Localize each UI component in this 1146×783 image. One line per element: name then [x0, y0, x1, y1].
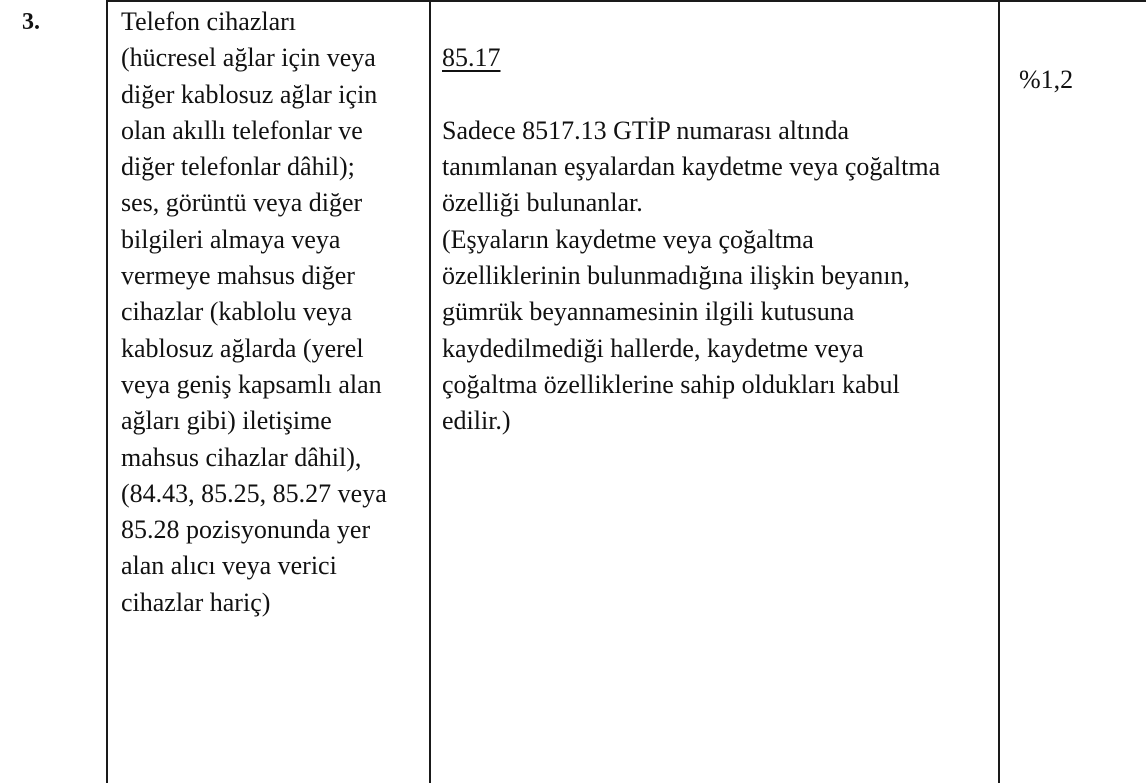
column-divider-3 — [998, 0, 1000, 783]
row-number: 3. — [22, 9, 40, 35]
column-divider-2 — [429, 0, 431, 783]
rate-cell: %1,2 — [1019, 65, 1074, 94]
column-divider-1 — [106, 0, 108, 783]
goods-description-cell: Telefon cihazları (hücresel ağlar için veya diğer kablosuz ağlar için olan akıllı telefonlar ve diğer telefonlar dâhil); ses, görüntü veya diğer bilgileri almaya veya vermeye mahsus diğer cihazlar (kablolu veya kablosuz ağlarda (yerel veya geniş kapsamlı alan ağları gibi) iletişime mahsus cihazlar dâhil), (84.43, 85.25, 85.27 veya 85.28 pozisyonunda yer alan alıcı veya verici cihazlar hariç) — [121, 7, 387, 617]
tariff-code-conditions: Sadece 8517.13 GTİP numarası altında tanımlanan eşyalardan kaydetme veya çoğaltma özelliği bulunanlar. (Eşyaların kaydetme veya çoğaltma özelliklerinin bulunmadığına ilişkin beyanın, gümrük beyannamesinin ilgili kutusuna kaydedilmediği hallerde, kaydetme veya çoğaltma özelliklerine sahip oldukları kabul edilir.) — [442, 115, 941, 436]
tariff-code-cell — [442, 4, 992, 476]
tariff-heading-code: 85.17 — [442, 43, 501, 73]
table-top-border — [107, 0, 1146, 2]
